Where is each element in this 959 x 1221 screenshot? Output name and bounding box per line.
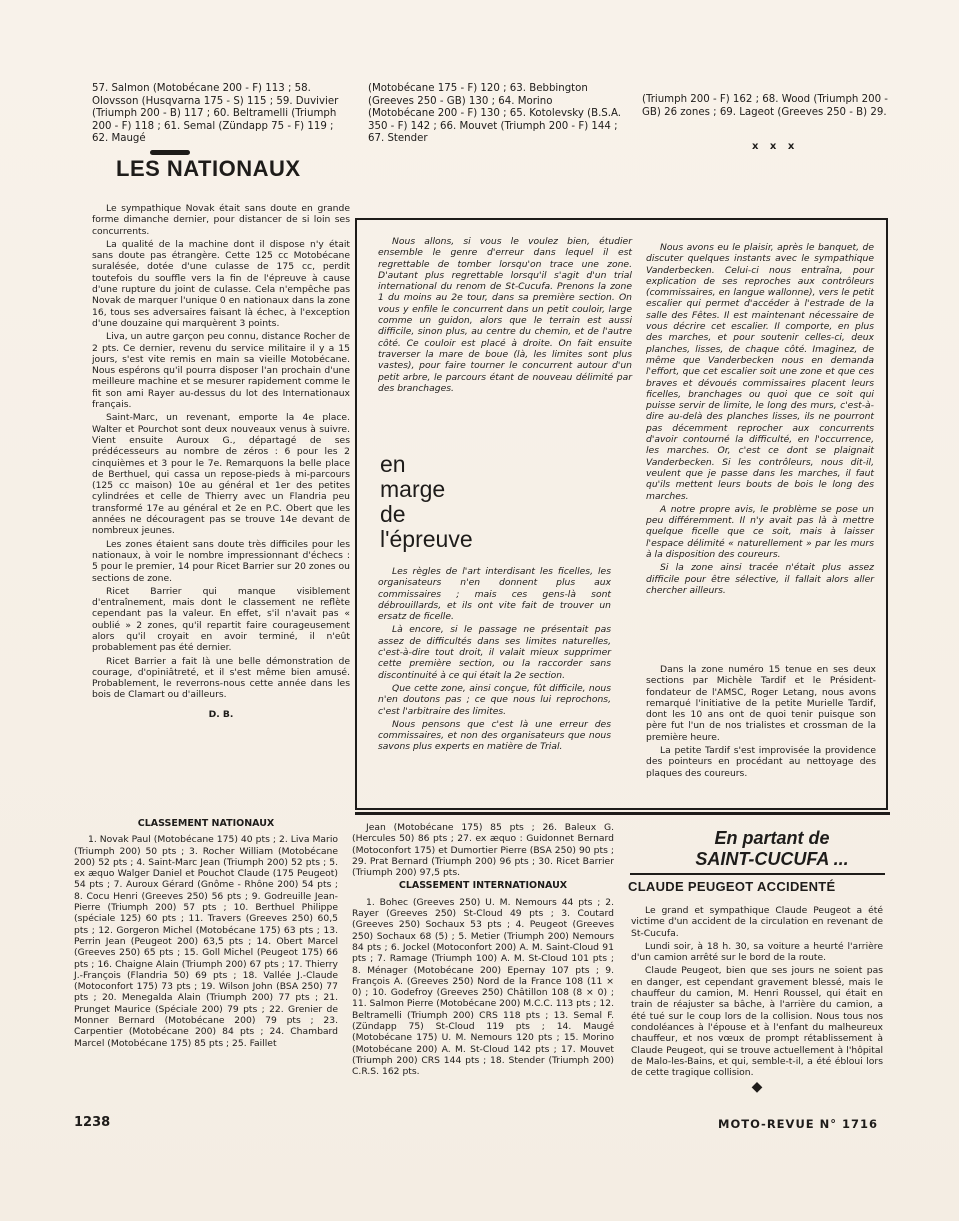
headline-rule	[630, 873, 885, 875]
kicker-line: marge	[380, 476, 446, 502]
results-continued-col2: (Motobécane 175 - F) 120 ; 63. Bebbington (Greeves 250 - GB) 130 ; 64. Morino (Motobécane 200 - F) 130 ; 65. Kotolevsky (B.S.A. 350 - F) 142 ; 66. Mouvet (Triumph 200 - F) 144 ; 67. Stender	[368, 83, 622, 144]
feature-col3-footnote	[646, 664, 876, 781]
article-paragraph: Ricet Barrier a fait là une belle démonstration de courage, d'opiniâtreté, et il s'est même bien amusé. Probablement, le reverrons-nous cette année dans les bois de Clamart ou d'ailleurs.	[92, 655, 350, 701]
feature-col3	[646, 242, 874, 598]
article-paragraph: Ricet Barrier qui manque visiblement d'entraînement, mais dont le classement ne reflète cependant pas la valeur. En effet, s'il n'avait pas « oublié » 2 zones, qu'il repartit faire courageusement alors qu'il croyait en avoir terminé, il n'eût probablement pas été dernier.	[92, 585, 350, 654]
classement-text: 1. Bohec (Greeves 250) U. M. Nemours 44 pts ; 2. Rayer (Greeves 250) St-Cloud 49 pts ; 3. Coutard (Greeves 250) Sochaux 53 pts ; 4. Peugeot (Greeves 250) Sochaux 68 (5) ; 5. Metier (Triumph 200) Nemours 84 pts ; 6. Jockel (Motoconfort 200) A. M. Saint-Cloud 91 pts ; 7. Ramage (Triumph 100) A. M. St-Cloud 101 pts ; 8. Ménager (Motobécane 200) Epernay 107 pts ; 9. François A. (Greeves 250) Nord de la France 108 (11 × 0) ; 10. Godefroy (Greeves 250) Châtillon 108 (8 × 0) ; 11. Salmon Pierre (Motobécane 200) M.C.C. 113 pts ; 12. Beltramelli (Triumph 200) CRS 118 pts ; 13. Semal F. (Zündapp 75) St-Cloud 119 pts ; 14. Maugé (Motobécane 175) U. M. Nemours 120 pts ; 15. Morino (Motobécane 200) A. M. St-Cloud 142 pts ; 17. Mouvet (Triumph 200) CRS 144 pts ; 18. Stender (Triumph 200) C.R.S. 162 pts.	[352, 896, 614, 1078]
article-paragraph: Lundi soir, à 18 h. 30, sa voiture a heurté l'arrière d'un camion arrêté sur le bord de la route.	[631, 940, 883, 964]
right-article	[631, 905, 883, 1094]
classement-title: CLASSEMENT NATIONAUX	[137, 818, 275, 829]
feature-paragraph: Si la zone ainsi tracée n'était plus assez difficile pour être sélective, il fallait alors aller chercher ailleurs.	[646, 562, 874, 596]
author-signature: D. B.	[208, 708, 234, 720]
article-paragraph: Le grand et sympathique Claude Peugeot a été victime d'un accident de la circulation en revenant de St-Cucufa.	[631, 905, 883, 939]
classement-title: CLASSEMENT INTERNATIONAUX	[398, 880, 568, 892]
kicker-line: l'épreuve	[380, 526, 473, 552]
kicker-line: en	[380, 451, 406, 477]
feature-paragraph: Les règles de l'art interdisant les ficelles, les organisateurs n'en donnent plus aux commissaires ; mais ces gens-là sont débrouillards, et ils ont vite fait de trouver un ersatz de ficelle.	[378, 566, 611, 623]
results-continued-col3: (Triumph 200 - F) 162 ; 68. Wood (Triumph 200 - GB) 26 zones ; 69. Lageot (Greeves 250 - B) 29.	[642, 94, 888, 118]
right-subhead: CLAUDE PEUGEOT ACCIDENTÉ	[628, 879, 836, 894]
headline-line: En partant de	[714, 828, 830, 848]
feature-box-bottom-rule	[355, 812, 890, 815]
feature-paragraph: Nous allons, si vous le voulez bien, étudier ensemble le genre d'erreur dans lequel il est regrettable de tomber lorsqu'on trace une zone. D'autant plus regrettable lorsqu'il s'agit d'un trial international du renom de St-Cucufa. Prenons la zone 1 du moins au 2e tour, dans sa première section. On vous y enfile le concurrent dans un petit couloir, large comme un guidon, alors que le terrain est aussi difficile, sinon plus, au centre du chemin, et de l'autre côté. Ce couloir est placé à droite. On fait ensuite traverser la mare de boue (là, les limites sont plus vastes), pour faire tourner le concurrent autour d'un petit arbre, le parcours étant de nouveau délimité par des branchages.	[378, 236, 632, 394]
article-paragraph: Les zones étaient sans doute très difficiles pour les nationaux, à voir le nombre impressionnant d'échecs : 5 pour le premier, 14 pour Ricet Barrier sur 20 zones ou sections de zone.	[92, 538, 350, 584]
right-headline	[642, 828, 902, 870]
article-paragraph: Le sympathique Novak était sans doute en grande forme dimanche dernier, pour distancer de si loin ses concurrents.	[92, 203, 350, 237]
section-title: LES NATIONAUX	[116, 156, 301, 181]
title-ornament	[150, 150, 190, 155]
feature-paragraph: Nous pensons que c'est là une erreur des commissaires, et non des organisateurs que nous savons plus experts en matière de Trial.	[378, 718, 611, 753]
end-mark-icon: ◆	[751, 1079, 763, 1096]
classement-internationaux	[352, 822, 614, 1080]
article-paragraph: Claude Peugeot, bien que ses jours ne soient pas en danger, est cependant gravement blessé, mais le chauffeur du camion, M. Henri Roussel, qui était en train de réajuster sa bâche, à l'arrière du camion, a été tué sur le coup lors de la collision. Nous tous nos condoléances à l'épouse et à l'enfant du malheureux chauffeur, et nos vœux de prompt rétablissement à Claude Peugeot, qui se trouve actuellement à l'hôpital de Malo-les-Bains, et qui, semble-t-il, a été ébloui lors de cette tragique collision.	[631, 965, 883, 1079]
left-article	[92, 203, 350, 720]
feature-paragraph: A notre propre avis, le problème se pose un peu différemment. Il n'y avait pas là à mettre quelque ficelle que ce soit, mais à laisser l'espace délimité « naturellement » par les murs à la disposition des coureurs.	[646, 503, 874, 561]
feature-paragraph: Dans la zone numéro 15 tenue en ses deux sections par Michèle Tardif et le Président-fondateur de l'AMSC, Roger Letang, nous avons remarqué l'initiative de la petite Murielle Tardif, dont les 10 ans ont de quoi tenir puisque son père fut l'un de nos trialistes et crossman de la première heure.	[646, 664, 876, 743]
feature-kicker	[380, 452, 473, 552]
separator-marks: x x x	[752, 141, 799, 152]
results-continued-col1: 57. Salmon (Motobécane 200 - F) 113 ; 58. Olovsson (Husqvarna 175 - S) 115 ; 59. Duvivier (Triumph 200 - B) 117 ; 60. Beltramelli (Triumph 200 - F) 118 ; 61. Semal (Zündapp 75 - F) 119 ; 62. Maugé	[92, 83, 339, 144]
feature-col1	[378, 236, 632, 396]
kicker-line: de	[380, 501, 406, 527]
classement-continued: Jean (Motobécane 175) 85 pts ; 26. Baleux G. (Hercules 50) 86 pts ; 27. ex æquo : Guidonnet Bernard (Motoconfort 175) et Dumortier Pierre (BSA 250) 90 pts ; 29. Prat Bernard (Triumph 200) 96 pts ; 30. Ricet Barrier (Triumph 200) 97,5 pts.	[352, 822, 614, 879]
article-paragraph: Saint-Marc, un revenant, emporte la 4e place. Walter et Pourchot sont deux nouveaux venus à suivre. Vient ensuite Auroux G., départagé de ses prédécesseurs au nombre de zéros : 6 pour les 2 cinquièmes et 3 pour le 7e. Remarquons la belle place de Berthuel, qui cassa un repose-pieds à mi-parcours (125 cc maison) 10e au général et 1er des petites cylindrées et celle de Thierry avec un Flandria peu transformé 17e au général et 2e en P.C. Obert que les années ne découragent pas se trouve 14e devant de nombreux jeunes.	[92, 412, 350, 537]
feature-paragraph: Là encore, si le passage ne présentait pas assez de difficultés dans ses limites naturelles, c'est-à-dire tout droit, il valait mieux supprimer cette première section, ou la raccorder sans discontinuité à ce qui était la 2e section.	[378, 624, 611, 681]
feature-col2	[378, 566, 611, 755]
classement-text: 1. Novak Paul (Motobécane 175) 40 pts ; 2. Liva Mario (Triumph 200) 50 pts ; 3. Rocher William (Motobécane 200) 52 pts ; 4. Saint-Marc Jean (Triumph 200) 52 pts ; 5. ex æquo Walger Daniel et Pouchot Claude (175 Peugeot) 54 pts ; 7. Auroux Gérard (Gnôme - Rhône 200) 54 pts ; 8. Cocu Henri (Greeves 250) 56 pts ; 9. Godreuille Jean-Pierre (Triumph 200) 57 pts ; 10. Berthuel Philippe (spéciale 125) 60 pts ; 11. Travers (Greeves 250) 60,5 pts ; 12. Gorgeron Michel (Motobécane 175) 63 pts ; 13. Perrin Jean (Peugeot 200) 63,5 pts ; 14. Obert Marcel (Greeves 250) 65 pts ; 15. Goll Michel (Peugeot 175) 66 pts ; 16. Chaigne Alain (Triumph 200) 67 pts ; 17. Thierry J.-François (Flandria 50) 69 pts ; 18. Vallée J.-Claude (Motoconfort 175) 73 pts ; 19. Wilson John (BSA 250) 77 pts ; 20. Menegalda Alain (Triumph 200) 77 pts ; 21. Prunget Maurice (Spéciale 200) 79 pts ; 22. Grenier de Monner Bernard (Motobécane 200) 79 pts ; 23. Carpentier (Motobécane 200) 84 pts ; 24. Chambard Marcel (Motobécane 175) 85 pts ; 25. Faillet	[74, 834, 338, 1049]
headline-line: SAINT-CUCUFA ...	[695, 849, 849, 869]
feature-paragraph: Nous avons eu le plaisir, après le banquet, de discuter quelques instants avec le sympathique Vanderbecken. Celui-ci nous entraîna, pour explication de ses reproches aux contrôleurs (commissaires, en langue wallonne), vers le petit escalier qui permet d'accéder à l'estrade de la salle des Fêtes. Il est maintenant nécessaire de vous décrire cet escalier. Il comporte, en plus des marches, et pour soutenir celles-ci, deux planches, lisses, de chaque côté. Imaginez, de même que Vanderbecken nous en demanda l'effort, que cet escalier soit une zone et que ces braves et dévoués commissaires placent leurs ficelles, branchages ou quoi que ce soit qui puisse servir de limite, le long des murs, c'est-à-dire au-delà des planches lisses, ils ne pourront pas décemment reprocher aux concurrents d'avoir contourné la difficulté, en l'occurrence, les marches. Or, c'est ce dont se plaignait Vanderbecken. Si les contrôleurs, nous dit-il, veulent que je passe dans les marches, il faut qu'ils mettent leurs bouts de bois le long des marches.	[646, 242, 874, 502]
article-paragraph: La qualité de la machine dont il dispose n'y était sans doute pas étrangère. Cette 125 cc Motobécane suralésée, dotée d'une culasse de 175 cc, perdit toutefois du souffle vers la fin de l'épreuve à cause d'une rupture du joint de culasse. Cela n'empêche pas Novak de marquer l'unique 0 en nationaux dans la zone 16, tous ses adversaires faisant là échec, à l'exception d'une douzaine qui marquèrent 3 points.	[92, 238, 350, 329]
page-number: 1238	[74, 1115, 111, 1130]
article-paragraph: Liva, un autre garçon peu connu, distance Rocher de 2 pts. Ce dernier, revenu du service militaire il y a 15 jours, s'est vite remis en main sa vieille Motobécane. Nous espérons qu'il pourra disposer l'an prochain d'une meilleure machine et se mesurer rapidement comme le fit son ami Rayer au-dessus du lot des Internationaux français.	[92, 331, 350, 411]
feature-paragraph: La petite Tardif s'est improvisée la providence des pointeurs en procédant au nettoyage des plaques des coureurs.	[646, 745, 876, 779]
classement-nationaux	[74, 818, 338, 1051]
magazine-footer: MOTO-REVUE N° 1716	[718, 1117, 879, 1131]
feature-paragraph: Que cette zone, ainsi conçue, fût difficile, nous n'en doutons pas ; ce que nous lui reprochons, c'est l'arbitraire des limites.	[378, 682, 611, 717]
